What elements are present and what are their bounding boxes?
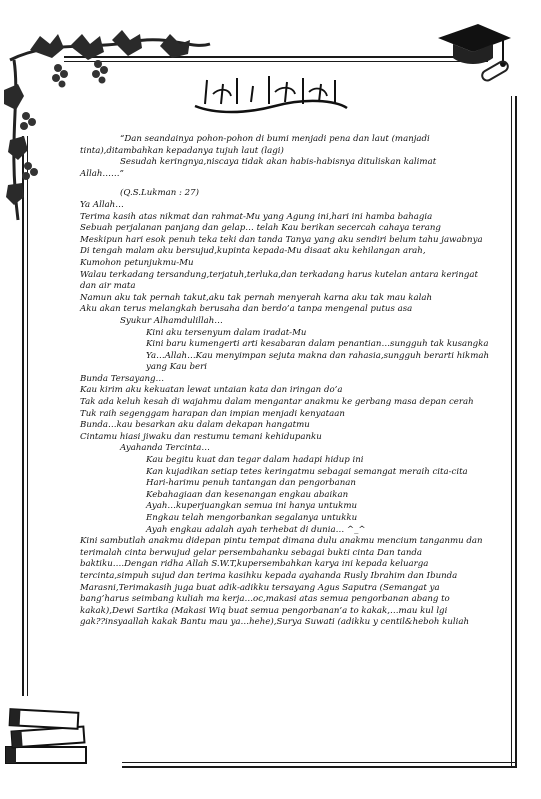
dedication-line: Ayahanda Tercinta… [120, 443, 210, 454]
quote-reference: (Q.S.Lukman : 27) [120, 188, 199, 199]
dedication-line: terimalah cinta berwujud gelar persembahanku sebagai bukti cinta Dan tanda [80, 547, 422, 558]
dedication-line: Di tengah malam aku bersujud,kupinta kepada-Mu disaat aku kehilangan arah, [80, 246, 426, 257]
dedication-line: baktiku….Dengan ridha Allah S.W.T,kupersembahkan karya ini kepada keluarga [80, 559, 429, 570]
dedication-line: Ya Allah… [80, 199, 124, 210]
dedication-line: Kini aku tersenyum dalam iradat-Mu [146, 327, 307, 338]
quote-line: Sesudah keringnya,niscaya tidak akan habis-habisnya dituliskan kalimat [120, 157, 437, 168]
dedication-line: dan air mata [80, 281, 136, 292]
dedication-line: bang’harus seimbang kuliah ma kerja…oc,makasi atas semua pengorbanan abang to [80, 594, 450, 605]
border-right [515, 96, 517, 768]
dedication-line: Ayah…kuperjuangkan semua ini hanya untukmu [146, 501, 358, 512]
dedication-line: gak??insyaallah kakak Bantu mau ya…hehe),Surya Suwati (adikku y centil&heboh kuliah [80, 617, 470, 628]
dedication-line: Walau terkadang tersandung,terjatuh,terluka,dan terkadang harus kutelan antara keringat [80, 269, 479, 280]
books-icon [2, 699, 92, 767]
border-bottom-inner [122, 762, 517, 763]
dedication-body [80, 200, 500, 629]
dedication-line: tercinta,simpuh sujud dan terima kasihku kepada ayahanda Rusly Ibrahim dan Ibunda [80, 570, 458, 581]
graduation-cap-icon [433, 18, 513, 88]
dedication-line: Ya…Allah…Kau menyimpan sejuta makna dan rahasia,sungguh berarti hikmah [146, 350, 490, 361]
dedication-line: Kini sambutlah anakmu didepan pintu tempat dimana dulu anakmu mencium tanganmu dan [80, 536, 483, 547]
dedication-line: Kini baru kumengerti arti kesabaran dalam penantian…sungguh tak kusangka [146, 339, 489, 350]
dedication-line: Engkau telah mengorbankan segalanya untukku [146, 513, 358, 523]
dedication-line: Meskipun hari esok penuh teka teki dan tanda Tanya yang aku sendiri belum tahu jawabnya [80, 234, 483, 245]
quote-line: Allah……” [80, 168, 124, 179]
dedication-line: Bunda…kau besarkan aku dalam dekapan hangatmu [80, 420, 310, 431]
dedication-line: Bunda Tersayang… [80, 373, 165, 384]
dedication-line: kakak),Dewi Sartika (Makasi Wiq buat semua pengorbanan’a to kakak,…mau kul lgi [80, 605, 448, 616]
dedication-text [80, 134, 500, 629]
dedication-line: Hari-harimu penuh tantangan dan pengorbanan [146, 478, 356, 489]
dedication-line: Marasni,Terimakasih juga buat adik-adikku tersayang Agus Saputra (Semangat ya [80, 582, 440, 593]
dedication-line: Namun aku tak pernah takut,aku tak pernah menyerah karna aku tak mau kalah [80, 292, 432, 303]
dedication-line: Kan kujadikan setiap tetes keringatmu sebagai semangat meraih cita-cita [146, 466, 468, 477]
dedication-line: Kau begitu kuat dan tegar dalam hadapi hidup ini [146, 455, 364, 466]
dedication-line: Sebuah perjalanan panjang dan gelap… telah Kau berikan secercah cahaya terang [80, 223, 441, 234]
dedication-line: Kau kirim aku kekuatan lewat untaian kata dan iringan do’a [80, 385, 343, 396]
dedication-line: Kebahagiaan dan kesenangan engkau abaikan [146, 489, 349, 500]
dedication-line: yang Kau beri [146, 362, 207, 373]
dedication-line: Kumohon petunjukmu-Mu [80, 257, 194, 268]
border-bottom [122, 766, 517, 768]
dedication-line: Syukur Alhamdulillah… [120, 315, 223, 326]
basmala-calligraphy [185, 70, 355, 118]
dedication-line: Terima kasih atas nikmat dan rahmat-Mu yang Agung ini,hari ini hamba bahagia [80, 211, 433, 222]
quote-line: tinta),ditambahkan kepadanya tujuh laut (lagi) [80, 145, 284, 156]
dedication-line: Cintamu hiasi jiwaku dan restumu temani kehidupanku [80, 431, 322, 442]
dedication-line: Tak ada keluh kesah di wajahmu dalam mengantar anakmu ke gerbang masa depan cerah [80, 397, 474, 408]
border-right-inner [511, 96, 512, 768]
dedication-line: Tuk raih segenggam harapan dan impian menjadi kenyataan [80, 408, 345, 419]
calligraphy-art [185, 70, 355, 118]
dedication-line: Ayah engkau adalah ayah terhebat di dunia… ^_^ [146, 524, 366, 535]
quran-quote [80, 134, 500, 180]
quote-line: “Dan seandainya pohon-pohon di bumi menjadi pena dan laut (manjadi [120, 134, 430, 144]
dedication-line: Aku akan terus melangkah berusaha dan berdo’a tanpa mengenal putus asa [80, 304, 413, 315]
